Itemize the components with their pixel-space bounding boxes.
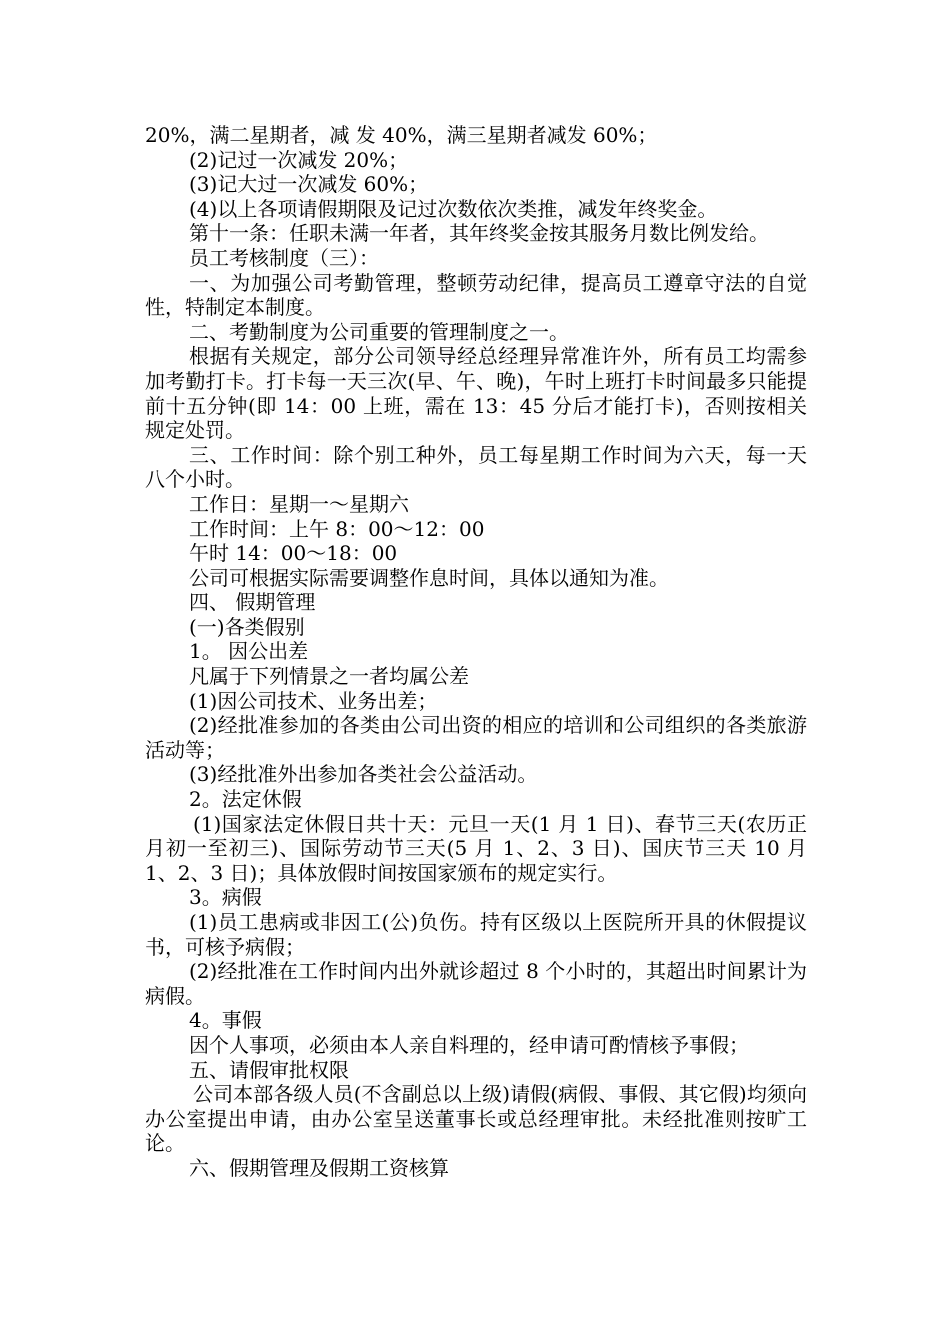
paragraph: (1)国家法定休假日共十天：元旦一天(1 月 1 日)、春节三天(农历正月初一至初三)、国际劳动节三天(5 月 1、2、3 日)、国庆节三天 10 月 1、2、3 日)；具体放假时间按国家颁布的规定实行。: [145, 811, 807, 885]
paragraph: (4)以上各项请假期限及记过次数依次类推，减发年终奖金。: [189, 196, 718, 221]
paragraph: 根据有关规定，部分公司领导经总经理异常准许外，所有员工均需参加考勤打卡。打卡每一天三次(早、午、晚)，午时上班打卡时间最多只能提前十五分钟(即 14：00 上班，需在 13：45 分后才能打卡)，否则按相关规定处罚。: [145, 344, 807, 443]
paragraph: 公司可根据实际需要调整作息时间，具体以通知为准。: [189, 565, 669, 590]
document-body: [145, 123, 807, 1181]
paragraph: 公司本部各级人员(不含副总以上级)请假(病假、事假、其它假)均须向办公室提出申请，由办公室呈送董事长或总经理审批。未经批准则按旷工论。: [145, 1082, 807, 1156]
section-heading: 员工考核制度（三）：: [189, 245, 379, 270]
paragraph: (一)各类假别: [189, 614, 305, 639]
paragraph: 一、为加强公司考勤管理，整顿劳动纪律，提高员工遵章守法的自觉性，特制定本制度。: [145, 270, 807, 320]
paragraph: (1)因公司技术、业务出差；: [189, 688, 438, 713]
section-heading: 五、请假审批权限: [189, 1057, 349, 1082]
paragraph: (1)员工患病或非因工(公)负伤。持有区级以上医院所开具的休假提议书，可核予病假；: [145, 910, 807, 959]
section-heading: 六、假期管理及假期工资核算: [189, 1155, 449, 1180]
paragraph: (3)经批准外出参加各类社会公益活动。: [189, 762, 538, 787]
paragraph: 4。事假: [189, 1008, 262, 1033]
paragraph: 午时 14：00～18：00: [189, 541, 398, 566]
paragraph: 工作日：星期一～星期六: [189, 491, 409, 516]
paragraph: (2)记过一次减发 20%；: [189, 147, 409, 172]
paragraph: 因个人事项，必须由本人亲自料理的，经申请可酌情核予事假；: [189, 1032, 749, 1057]
paragraph: 3。病假: [189, 885, 262, 910]
paragraph: (3)记大过一次减发 60%；: [189, 172, 429, 197]
paragraph: 三、工作时间：除个别工种外，员工每星期工作时间为六天，每一天八个小时。: [145, 442, 807, 492]
paragraph: 工作时间：上午 8：00～12：00: [189, 516, 485, 541]
section-heading: 四、 假期管理: [189, 590, 316, 615]
paragraph: 1。 因公出差: [189, 639, 309, 664]
paragraph: (2)经批准在工作时间内出外就诊超过 8 个小时的，其超出时间累计为病假。: [145, 959, 807, 1008]
paragraph: 二、考勤制度为公司重要的管理制度之一。: [189, 319, 569, 344]
paragraph: (2)经批准参加的各类由公司出资的相应的培训和公司组织的各类旅游活动等；: [145, 713, 807, 762]
paragraph: 20%，满二星期者，减 发 40%，满三星期者减发 60%；: [145, 123, 658, 147]
paragraph: 凡属于下列情景之一者均属公差: [189, 664, 469, 689]
paragraph: 2。法定休假: [189, 787, 302, 812]
paragraph: 第十一条：任职未满一年者，其年终奖金按其服务月数比例发给。: [189, 221, 769, 246]
